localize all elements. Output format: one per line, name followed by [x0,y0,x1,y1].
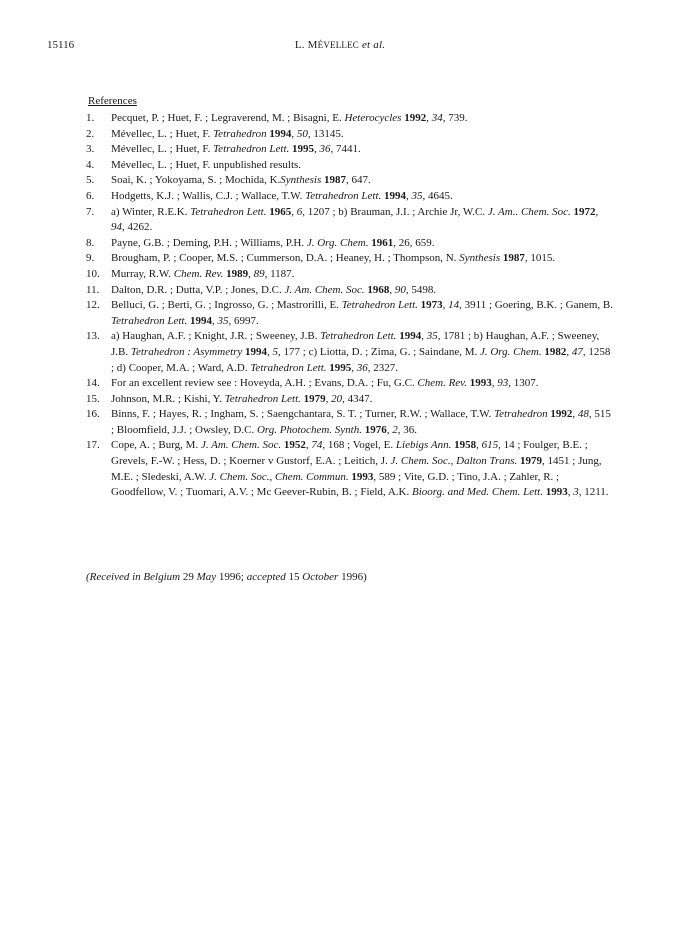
text-run: Binns, F. ; Hayes, R. ; Ingham, S. ; Saengchantara, S. T. ; Turner, R.W. ; Wallace, T.W. [111,408,495,421]
text-run: Murray, R.W. [111,267,174,280]
reference-item [86,205,614,236]
reference-text [111,111,614,127]
italic-text: Tetrahedron [213,127,267,140]
bold-text: 1976 [364,423,387,436]
italic-text: J. Org. Chem. [479,345,542,358]
text-run: , [491,377,498,390]
text-run: , 7441. [330,143,361,156]
bold-text: 1995 [292,143,315,156]
text-run: , [389,283,395,296]
text-run: , [442,299,449,312]
reference-item [86,158,614,174]
text-run: Mévellec, L. ; Huet, F. unpublished results. [111,158,302,171]
reference-number: 15. [86,392,100,405]
text-run: , [476,439,482,452]
italic-text: J. Chem. Soc., Chem. Commun. [209,470,349,483]
text-run: , 1211. [578,486,609,499]
reference-text [111,392,614,408]
reference-number: 7. [86,205,95,218]
italic-text: accepted [246,571,286,583]
bold-text: 1979 [520,455,543,468]
text-run: , [572,408,578,421]
italic-text: J. Am. Chem. Soc. [284,283,365,296]
italic-text: Tetrahedron Lett. [190,205,267,218]
bold-text: 1992 [550,408,573,421]
bold-text: 1973 [420,299,443,312]
text-run: 15 [285,571,303,583]
bold-text: 1979 [303,392,326,405]
reference-number: 6. [86,189,95,202]
text-run: , [406,189,412,202]
text-run: , 13145. [307,127,344,140]
text-run: , [291,127,297,140]
text-run: , [351,361,357,374]
text-run: 1996; [216,571,247,583]
bold-text: 1994 [399,330,422,343]
text-run: , 4645. [422,189,453,202]
reference-item [86,298,614,329]
text-run: Soai, K. ; Yokoyama, S. ; Mochida, K. [111,174,281,187]
text-run: , 515 ; Bloomfield, J.J. ; Owsley, D.C. [111,408,611,436]
bold-text: 1958 [454,439,477,452]
text-run: , [314,143,320,156]
page-number: 15116 [47,39,75,51]
reference-item [86,173,614,189]
italic-text: 50 [296,127,308,140]
reference-item [86,111,614,127]
italic-text: Bioorg. and Med. Chem. Lett. [411,486,543,499]
bold-text: 1993 [351,470,374,483]
bold-text: 1993 [545,486,568,499]
italic-text: Tetrahedron [494,408,548,421]
text-run: , 1781 ; b) Haughan, A.F. ; Sweeney, J.B. [111,330,600,358]
reference-number: 12. [86,299,100,312]
reference-list [86,111,614,501]
text-run: , [305,439,312,452]
reference-item [86,392,614,408]
italic-text: 6 [296,205,303,218]
text-run: , [426,112,432,124]
italic-text: 48 [577,408,589,421]
bold-text: 1982 [544,345,567,358]
text-run: a) Haughan, A.F. ; Knight, J.R. ; Sweeney, J.B. [111,330,321,343]
reference-item [86,376,614,392]
reference-text [111,173,614,189]
italic-text: 89 [253,267,265,280]
text-run: , 4262. [122,221,153,234]
italic-text: 35 [411,189,423,202]
bold-text: 1952 [283,439,306,452]
reference-number: 3. [86,143,95,156]
text-run: , 1187. [264,267,295,280]
text-run: Johnson, M.R. ; Kishi, Y. [111,392,225,405]
italic-text: May [196,571,217,583]
text-run: , 2327. [367,361,399,374]
reference-text [111,158,614,174]
italic-text: 20 [331,392,343,405]
text-run: Payne, G.B. ; Deming, P.H. ; Williams, P.H. [111,236,307,249]
reference-item [86,236,614,252]
reference-text [111,438,614,500]
reference-number: 14. [86,377,100,390]
text-run: , 14 ; Foulger, B.E. ; Grevels, F.-W. ; Hess, D. ; Koerner v Gustorf, E.A. ; Leitich, J. [111,439,588,468]
text-run: , 1451 ; Jung, M.E. ; Sledeski, A.W. [111,455,602,483]
reference-item [86,283,614,299]
reference-item [86,251,614,267]
reference-text [111,376,614,392]
text-run: , 5498. [405,283,437,296]
bold-text: 1989 [226,267,249,280]
italic-text: J. Am. Chem. Soc. [200,439,282,452]
text-run: , 177 ; c) Liotta, D. ; Zima, G. ; Saindane, M. [278,345,480,358]
italic-text: Tetrahedron Lett. [250,361,327,374]
reference-number: 10. [86,267,100,280]
italic-text: Org. Photochem. Synth. [256,423,362,436]
italic-text: 36 [356,361,368,374]
reference-item [86,407,614,438]
italic-text: 90 [394,283,406,296]
italic-text: 74 [311,439,323,452]
text-run: , 1258 ; d) Cooper, M.A. ; Ward, A.D. [111,345,611,374]
reference-item [86,189,614,205]
reference-text [111,267,614,283]
reference-text [111,189,614,205]
bold-text: 1994 [245,345,268,358]
text-run: For an excellent review see : Hoveyda, A.H. ; Evans, D.A. ; Fu, G.C. [111,377,418,390]
text-run: , [567,486,574,499]
bold-text: 1972 [573,205,596,218]
text-run: Dalton, D.R. ; Dutta, V.P. ; Jones, D.C. [111,283,285,296]
text-run: a) Winter, R.E.K. [111,205,191,218]
references-heading: References [88,95,137,107]
bold-text: 1965 [269,205,292,218]
reference-text [111,251,614,267]
text-run: , [291,205,297,218]
running-head-author-initial: L. M [294,39,318,51]
running-head-author-rest: ÉVELLEC [317,40,360,50]
bold-text: 1992 [404,112,427,124]
italic-text: October [302,571,339,583]
italic-text: Tetrahedron : Asymmetry [130,345,243,358]
italic-text: 615 [481,439,499,452]
bold-text: 1987 [323,174,346,187]
italic-text: (Received in Belgium [86,571,181,583]
text-run: , 589 ; Vite, G.D. ; Tino, J.A. ; Zahler, R. ; Goodfellow, V. ; Tuomari, A.V. ; Mc Geever-Rubin, B. ; Field, A.K. [111,470,560,499]
text-run: , 36. [397,423,417,436]
reference-number: 2. [86,127,95,140]
reference-item [86,438,614,500]
text-run: , 1307. [508,377,539,390]
italic-text: Tetrahedron Lett. [305,189,382,202]
text-run: Belluci, G. ; Berti, G. ; Ingrosso, G. ; Mastrorilli, E. [111,299,342,312]
reference-item [86,142,614,158]
bold-text: 1987 [502,252,525,265]
bold-text: 1994 [384,189,407,202]
text-run: 1996) [338,571,367,583]
bold-text: 1968 [367,283,390,296]
reference-number: 13. [86,330,100,343]
text-run: Pecquet, P. ; Huet, F. ; Legraverend, M. ; Bisagni, E. [111,112,345,124]
italic-text: Heterocycles [344,112,402,124]
text-run: Brougham, P. ; Cooper, M.S. ; Cummerson, D.A. ; Heaney, H. ; Thompson, N. [111,252,460,265]
reference-text [111,142,614,158]
italic-text: J. Org. Chem. [306,236,369,249]
italic-text: Tetrahedron Lett. [320,330,397,343]
reference-item [86,127,614,143]
italic-text: Synthesis [459,252,501,265]
text-run: , 168 ; Vogel, E. [322,439,396,452]
text-run: Mévellec, L. ; Huet, F. [111,143,214,156]
italic-text: 94 [111,221,122,234]
italic-text: 93 [497,377,509,390]
bold-text: 1994 [269,127,292,140]
italic-text: 36 [319,143,331,156]
italic-text: Synthesis [280,174,322,187]
text-run: , 26, 659. [393,236,435,249]
bold-text: 1994 [189,314,212,327]
italic-text: Tetrahedron Lett. [341,299,418,312]
reference-text [111,298,614,329]
reference-item [86,329,614,376]
text-run: Hodgetts, K.J. ; Wallis, C.J. ; Wallace, T.W. [111,189,306,202]
reference-number: 9. [86,252,95,265]
text-run: , [595,205,599,218]
reference-text [111,283,614,299]
text-run: , 4347. [342,392,373,405]
text-run: , [566,345,572,358]
italic-text: Chem. Rev. [173,267,224,280]
text-run: , [248,267,254,280]
reference-number: 4. [86,158,95,171]
italic-text: Liebigs Ann. [395,439,452,452]
italic-text: Chem. Rev. [417,377,468,390]
reference-number: 16. [86,408,100,421]
reference-text [111,236,614,252]
running-head [0,39,680,51]
reference-item [86,267,614,283]
italic-text: 5 [272,345,279,358]
text-run: 29 [180,571,197,583]
text-run: , 739. [442,112,468,124]
bold-text: 1993 [469,377,492,390]
reference-text [111,407,614,438]
reference-number: 8. [86,236,95,249]
reference-number: 1. [86,112,95,124]
italic-text: 14 [448,299,460,312]
italic-text: 2 [392,423,398,436]
italic-text: Tetrahedron Lett. [213,143,290,156]
italic-text: 35 [217,314,229,327]
italic-text: Tetrahedron Lett. [111,314,188,327]
text-run: Mévellec, L. ; Huet, F. [111,127,214,140]
bold-text: 1961 [371,236,394,249]
text-run: , [386,423,393,436]
text-run: , 1015. [524,252,556,265]
reference-text [111,127,614,143]
text-run: , 6997. [228,314,259,327]
reference-text [111,205,614,236]
reference-number: 5. [86,174,95,187]
text-run: , [325,392,332,405]
text-run: Cope, A. ; Burg, M. [111,439,201,452]
italic-text: 47 [571,345,583,358]
text-run: , 1207 ; b) Brauman, J.I. ; Archie Jr, W.C. [302,205,488,218]
bold-text: 1995 [329,361,352,374]
italic-text: J. Chem. Soc., Dalton Trans. [390,455,518,468]
text-run: , 647. [345,174,371,187]
reference-number: 17. [86,439,100,452]
italic-text: 34 [431,112,443,124]
text-run: , 3911 ; Goering, B.K. ; Ganem, B. [459,299,614,312]
running-head-et-al: et al. [361,39,386,51]
text-run: , [267,345,273,358]
italic-text: 3 [573,486,579,499]
italic-text: Tetrahedron Lett. [224,392,301,405]
text-run: , [211,314,218,327]
reference-text [111,329,614,376]
received-line [86,571,367,583]
italic-text: 35 [426,330,438,343]
italic-text: J. Am.. Chem. Soc. [487,205,571,218]
reference-number: 11. [86,283,100,296]
text-run: , [421,330,427,343]
